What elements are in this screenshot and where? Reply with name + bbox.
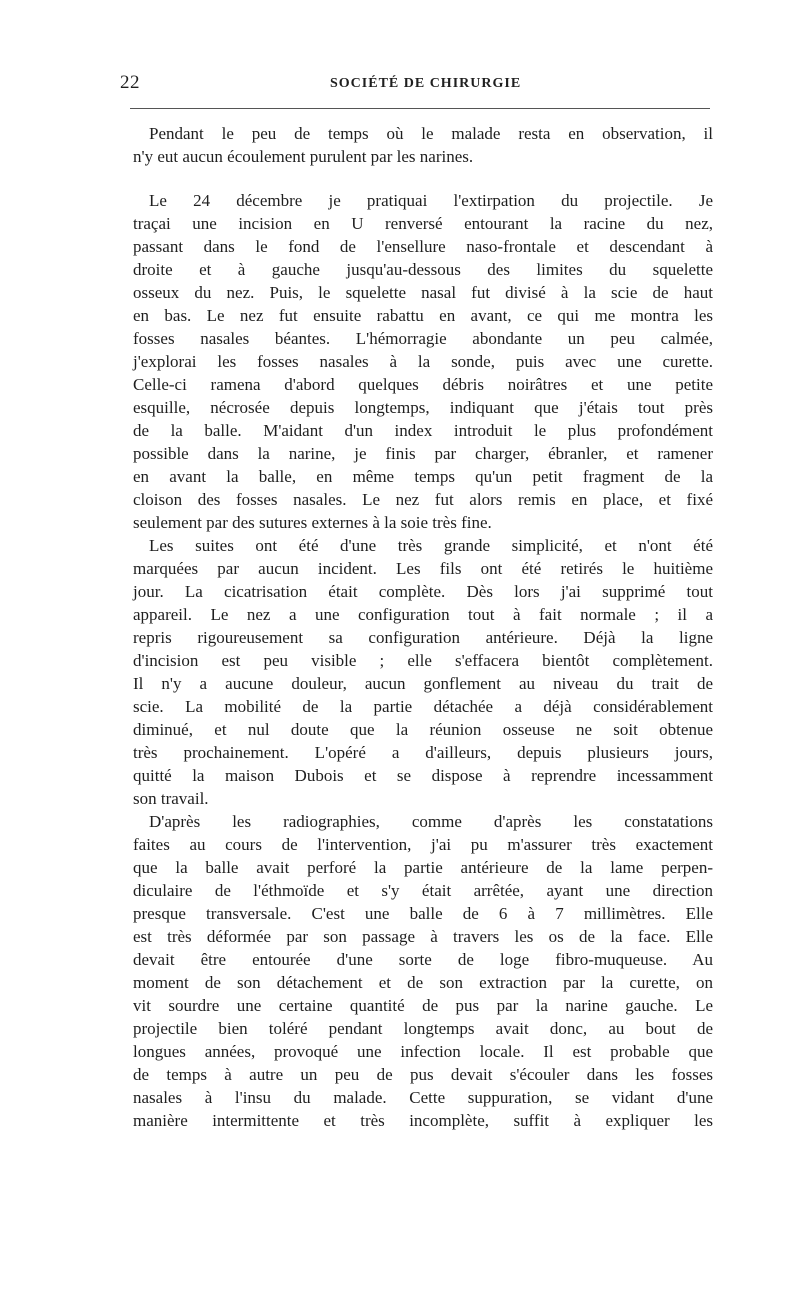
text-line: marquées par aucun incident. Les fils ont été retirés le huitième bbox=[133, 559, 713, 578]
text-line: est très déformée par son passage à travers les os de la face. Elle bbox=[133, 927, 713, 946]
text-line: que la balle avait perforé la partie antérieure de la lame perpen- bbox=[133, 858, 713, 877]
text-line: osseux du nez. Puis, le squelette nasal fut divisé à la scie de haut bbox=[133, 283, 713, 302]
text-line: Il n'y a aucune douleur, aucun gonflement au niveau du trait de bbox=[133, 674, 713, 693]
text-line: possible dans la narine, je finis par charger, ébranler, et ramener bbox=[133, 444, 713, 463]
text-line: projectile bien toléré pendant longtemps avait donc, au bout de bbox=[133, 1019, 713, 1038]
text-line: Pendant le peu de temps où le malade resta en observation, il bbox=[149, 124, 713, 143]
paragraph-gap bbox=[133, 168, 713, 189]
text-line: faites au cours de l'intervention, j'ai pu m'assurer très exactement bbox=[133, 835, 713, 854]
text-line: jour. La cicatrisation était complète. Dès lors j'ai supprimé tout bbox=[133, 582, 713, 601]
text-line: en bas. Le nez fut ensuite rabattu en avant, ce qui me montra les bbox=[133, 306, 713, 325]
text-line: esquille, nécrosée depuis longtemps, indiquant que j'étais tout près bbox=[133, 398, 713, 417]
text-line: seulement par des sutures externes à la soie très fine. bbox=[133, 513, 492, 532]
text-line: fosses nasales béantes. L'hémorragie abondante un peu calmée, bbox=[133, 329, 713, 348]
paragraph bbox=[133, 810, 713, 1132]
page-number: 22 bbox=[120, 72, 140, 93]
text-line: diculaire de l'éthmoïde et s'y était arrêtée, ayant une direction bbox=[133, 881, 713, 900]
text-line: moment de son détachement et de son extraction par la curette, on bbox=[133, 973, 713, 992]
running-title: SOCIÉTÉ DE CHIRURGIE bbox=[330, 76, 522, 91]
text-line: manière intermittente et très incomplète, suffit à expliquer les bbox=[133, 1111, 713, 1130]
page-header bbox=[120, 72, 710, 102]
text-line: presque transversale. C'est une balle de 6 à 7 millimètres. Elle bbox=[133, 904, 713, 923]
text-line: diminué, et nul doute que la réunion osseuse ne soit obtenue bbox=[133, 720, 713, 739]
text-line: devait être entourée d'une sorte de loge fibro-muqueuse. Au bbox=[133, 950, 713, 969]
text-line: cloison des fosses nasales. Le nez fut alors remis en place, et fixé bbox=[133, 490, 713, 509]
text-line: vit sourdre une certaine quantité de pus par la narine gauche. Le bbox=[133, 996, 713, 1015]
text-line: de la balle. M'aidant d'un index introduit le plus profondément bbox=[133, 421, 713, 440]
text-line: très prochainement. L'opéré a d'ailleurs, depuis plusieurs jours, bbox=[133, 743, 713, 762]
paragraph bbox=[133, 534, 713, 810]
text-line: en avant la balle, en même temps qu'un petit fragment de la bbox=[133, 467, 713, 486]
text-line: de temps à autre un peu de pus devait s'écouler dans les fosses bbox=[133, 1065, 713, 1084]
text-line: quitté la maison Dubois et se dispose à reprendre incessamment bbox=[133, 766, 713, 785]
text-line: appareil. Le nez a une configuration tout à fait normale ; il a bbox=[133, 605, 713, 624]
text-line: longues années, provoqué une infection locale. Il est probable que bbox=[133, 1042, 713, 1061]
paragraph bbox=[133, 189, 713, 534]
text-line: droite et à gauche jusqu'au-dessous des limites du squelette bbox=[133, 260, 713, 279]
text-line: traçai une incision en U renversé entourant la racine du nez, bbox=[133, 214, 713, 233]
text-line: j'explorai les fosses nasales à la sonde, puis avec une curette. bbox=[133, 352, 713, 371]
text-line: son travail. bbox=[133, 789, 209, 808]
text-line: passant dans le fond de l'ensellure naso-frontale et descendant à bbox=[133, 237, 713, 256]
paragraph bbox=[133, 122, 713, 168]
text-line: d'incision est peu visible ; elle s'effacera bientôt complètement. bbox=[133, 651, 713, 670]
body-text bbox=[133, 122, 713, 1132]
text-line: Les suites ont été d'une très grande simplicité, et n'ont été bbox=[149, 536, 713, 555]
text-line: n'y eut aucun écoulement purulent par les narines. bbox=[133, 147, 474, 166]
header-rule bbox=[130, 108, 710, 109]
text-line: scie. La mobilité de la partie détachée a déjà considérablement bbox=[133, 697, 713, 716]
text-line: D'après les radiographies, comme d'après les constatations bbox=[149, 812, 713, 831]
text-line: nasales à l'insu du malade. Cette suppuration, se vidant d'une bbox=[133, 1088, 713, 1107]
text-line: Celle-ci ramena d'abord quelques débris noirâtres et une petite bbox=[133, 375, 713, 394]
text-line: repris rigoureusement sa configuration antérieure. Déjà la ligne bbox=[133, 628, 713, 647]
text-line: Le 24 décembre je pratiquai l'extirpation du projectile. Je bbox=[149, 191, 713, 210]
